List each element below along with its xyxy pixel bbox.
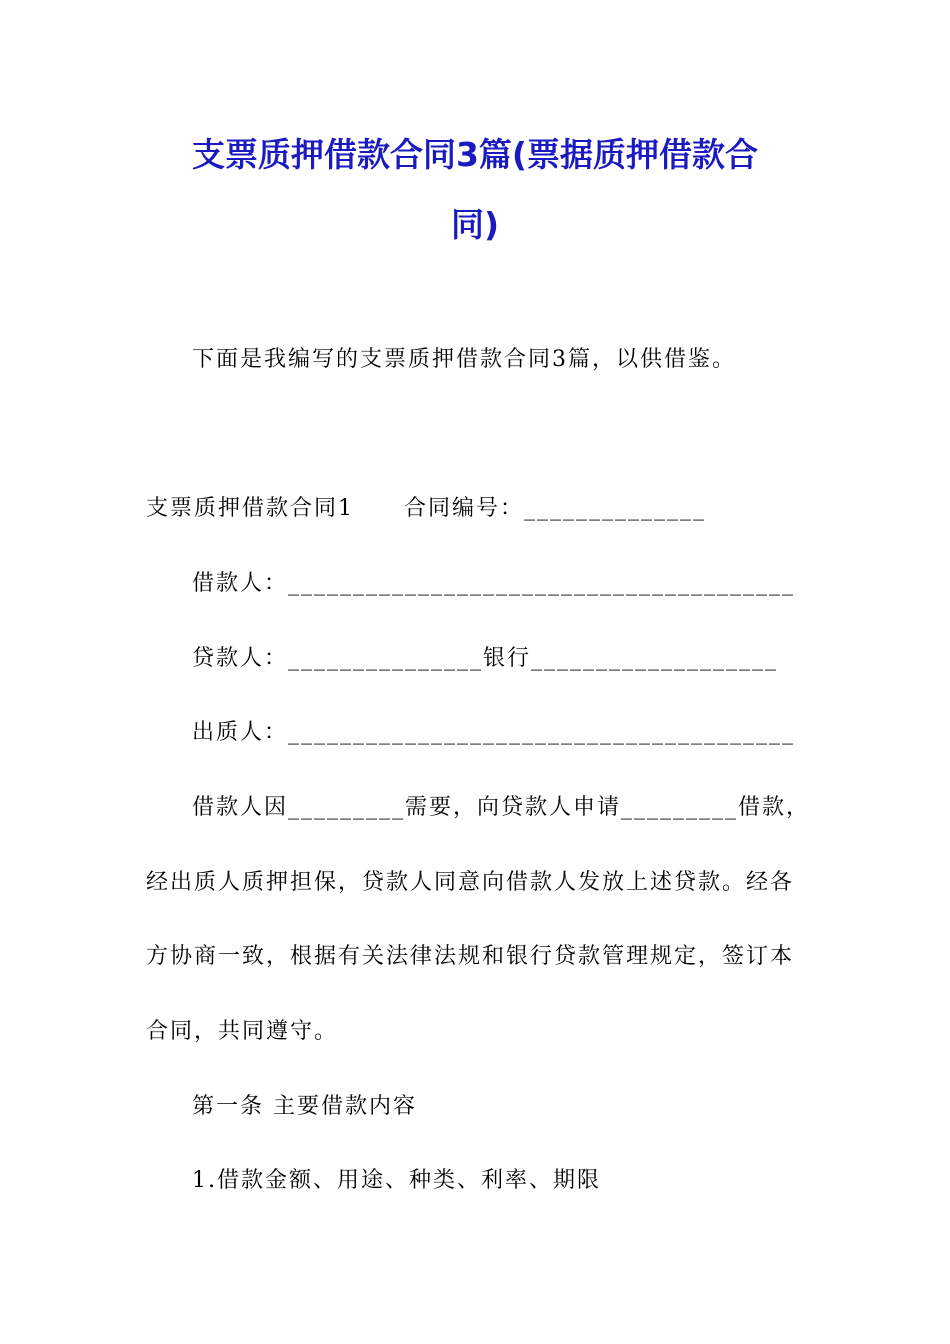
article-1-heading: 第一条 主要借款内容 [192,1094,417,1119]
contract-heading-row [146,498,706,520]
preamble-line-2: 经出质人质押担保，贷款人同意向借款人发放上述贷款。经各 [146,870,795,895]
preamble-line-3: 方协商一致，根据有关法律法规和银行贷款管理规定，签订本 [146,944,795,969]
document-title-line-1: 支票质押借款合同3篇(票据质押借款合 [191,135,759,174]
preamble-line-4: 合同，共同遵守。 [146,1019,339,1044]
contract-number-field: 合同编号：______________ [404,496,707,521]
preamble-line-1: 借款人因_________需要，向贷款人申请_________借款， [192,795,811,820]
pledgor-field: 出质人：_______________________________________ [192,720,796,745]
intro-paragraph: 下面是我编写的支票质押借款合同3篇，以供借鉴。 [192,347,736,372]
article-1-item-1: 1.借款金额、用途、种类、利率、期限 [192,1168,601,1193]
document-title-line-2: 同) [450,205,500,244]
contract-heading: 支票质押借款合同1 [146,496,354,521]
borrower-field: 借款人：_______________________________________ [192,571,796,596]
lender-field: 贷款人：_______________银行___________________ [192,646,779,671]
